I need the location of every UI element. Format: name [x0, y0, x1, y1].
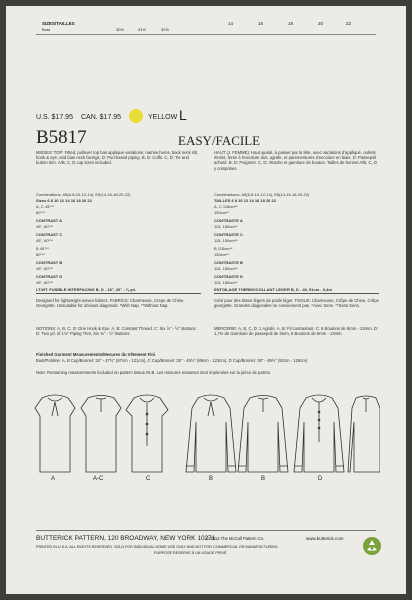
- yardage-row: CONTRAST C: [36, 232, 63, 237]
- yardage-interfacing: LT.WT. FUSIBLE INTERFACING B, D - 18", 20" - ⅜ yd.: [36, 287, 136, 292]
- yardage-row-fr: CONTRASTE C: [214, 232, 243, 237]
- garment-line-drawings: [30, 386, 380, 506]
- size-number: 22: [346, 21, 352, 26]
- note: Note: Remaining measurements included on pattern tissue./N.B. Les mesures restantes sont imprimées sur la pièce de patron.: [36, 370, 272, 375]
- price-letter: L: [179, 107, 187, 123]
- size-number: 16: [258, 21, 264, 26]
- yardage-row-fr: 115, 150cm**: [214, 280, 238, 285]
- yardage-row-fr: CONTRASTE B: [214, 260, 243, 265]
- yardage-row: CONTRAST D: [36, 274, 63, 279]
- divider: [214, 293, 379, 294]
- yardage-row-fr: 150cm**: [214, 252, 230, 257]
- yardage-row: 45", 60"**: [36, 280, 54, 285]
- finished-title: Finished Garment Measurements/Mesures du Vêtement Fini: [36, 352, 156, 357]
- divider: [36, 530, 376, 531]
- yardage-sizes-fr: TAILLES 6 8 10 12 14 16 18 20 22: [214, 198, 276, 203]
- yardage-row: 45", 60"**: [36, 224, 54, 229]
- top-view-d-back: [348, 396, 380, 472]
- yardage-row-fr: 115, 150cm**: [214, 266, 238, 271]
- divider: [36, 34, 376, 35]
- bust-label: Bust: [42, 27, 51, 32]
- recycle-icon: [362, 536, 382, 556]
- footer-url: www.butterick.com: [306, 536, 344, 541]
- garment-label-b: B: [209, 476, 214, 482]
- footer-fine-print: PRINTED IN U.S.A. ALL RIGHTS RESERVED. SOLD FOR INDIVIDUAL HOME USE ONLY AND NOT FOR COMMERCIAL OR MANUFACTURING: [36, 545, 278, 549]
- yardage-row: B 45"**: [36, 246, 49, 251]
- bust-value: 32½: [161, 27, 169, 32]
- yardage-row: A, C 45"**: [36, 204, 54, 209]
- footer-company: BUTTERICK PATTERN, 120 BROADWAY, NEW YORK 10271: [36, 535, 216, 542]
- garment-label-a-c: A-C: [93, 476, 104, 482]
- top-view-b-front: [186, 395, 236, 472]
- difficulty: EASY/FACILE: [178, 133, 261, 148]
- yardage-row-fr: CONTRASTE D: [214, 274, 243, 279]
- yardage-row-fr: A, C 115cm**: [214, 204, 238, 209]
- yardage-row: 45", 60"**: [36, 266, 54, 271]
- price-color-dot: [129, 109, 143, 123]
- yardage-row-fr: B 115cm**: [214, 246, 233, 251]
- price-us: U.S. $17.95: [36, 114, 73, 121]
- size-number: 20: [318, 21, 324, 26]
- yardage-interfacing-fr: ENTOILAGE THERMOCOLLANT LÉGER B, D - 46, 51cm - 0,4m: [214, 287, 332, 292]
- footer-copyright: © 2012 The McCall Pattern Co.: [206, 536, 265, 541]
- top-view-b-back: [238, 396, 288, 473]
- fabrics-en: Designed for lightweight woven fabrics. FABRICS: Charmeuse, Crepe de Chine, Georgette. Unsuitable for obvious diagonals. *With Nap. **Without Nap.: [36, 298, 185, 309]
- top-view-d-front: [294, 395, 344, 472]
- yardage-sizes: Sizes 6 8 10 12 14 16 18 20 22: [36, 198, 92, 203]
- price-can: CAN. $17.95: [81, 114, 122, 121]
- yardage-row-fr: 115, 150cm**: [214, 224, 238, 229]
- description-fr: HAUT (J. FEMME): Haut ajusté, à passer par la tête, avec variations d'appliqué, ourlets étroits, fente à l'encolure dos, agrafe, et parementures d'encolure en biais. D: Passepoil acheté. B, D: Poignets. C, D: Attache et garniture de bouton. Tailles de bonnet A/B, C, D y comprises.: [214, 150, 377, 171]
- bust-value: 31½: [138, 27, 146, 32]
- garment-label-c: C: [146, 476, 151, 482]
- divider: [36, 293, 201, 294]
- bust-value: 30½: [116, 27, 124, 32]
- sizes-label: SIZES/TAILLES: [42, 21, 75, 26]
- yardage-row: 45", 60"**: [36, 238, 54, 243]
- footer-fine-print: PURPOSE RESERVE À UN USAGE PRIVÉ: [154, 551, 227, 555]
- yardage-row-fr: CONTRASTE A: [214, 218, 243, 223]
- top-view-a-c: [81, 396, 121, 473]
- top-view-a: [35, 395, 75, 472]
- yardage-row-fr: 115, 150cm**: [214, 238, 238, 243]
- yardage-row-fr: 150cm**: [214, 210, 230, 215]
- top-view-c: [126, 395, 168, 472]
- yardage-combinations: Combinations: A5(6-8-10-12-14), E5(14-16-18-20-22): [36, 192, 131, 197]
- garment-label-b: B: [261, 476, 266, 482]
- yardage-combinations-fr: Combinaisons: A5(6-8-10-12-14), E5(14-16-18-20-22): [214, 192, 310, 197]
- yardage-row: 60"**: [36, 210, 45, 215]
- yardage-row: CONTRAST A: [36, 218, 63, 223]
- yardage-row: 60"**: [36, 252, 45, 257]
- notions-en: NOTIONS: A, B, C, D: One Hook & Eye. A, B: Contrast Thread. C: Six ⅞" - ½" Buttons. D: Two yd. of 1⅛" Piping Trim, Six ⅜" - ½" Buttons.: [36, 326, 197, 337]
- garment-label-a: A: [51, 476, 56, 482]
- size-number: 18: [288, 21, 294, 26]
- price-color: YELLOW: [148, 114, 178, 121]
- pattern-number: B5817: [36, 127, 87, 148]
- description-en: MISSES' TOP: Fitted, pullover top has applique variations, narrow hems, back neck slit, hook & eye, and bias neck facings. D: Purchased piping. B, D: Cuffs. C, D: Tie and button trim. A/B, C, D cup sizes included.: [36, 150, 199, 166]
- yardage-row: CONTRAST B: [36, 260, 63, 265]
- garment-label-d: D: [318, 476, 323, 482]
- fabrics-fr: Créé pour des tissus légers de poids léger. TISSUS: Charmeuse, Crêpe de Chine, Crêpe georgette. Grandes diagonales ne conviennent pas. *Avec Sens. **Sans Sens.: [214, 298, 379, 309]
- finished-text: Bust/Poitrine: A, B Cup/Bonnet: 34" - 47½" (87cm - 121cm), C Cup/Bonnet: 35" - 48½" (89cm - 123cm), D Cup/Bonnet: 36" - 49½" (92cm - 126cm): [36, 358, 308, 363]
- pattern-envelope-back: [6, 6, 406, 594]
- notions-fr: MERCERIE: A, B, C, D: 1 Agrafe. A, B: Fil contrastant. C: 6 Boutons de 9mm - 13mm. D: 1,7m de Garniture de passepoil de 3mm, 6 Boutons de 9mm - 13mm.: [214, 326, 379, 337]
- size-number: 14: [228, 21, 234, 26]
